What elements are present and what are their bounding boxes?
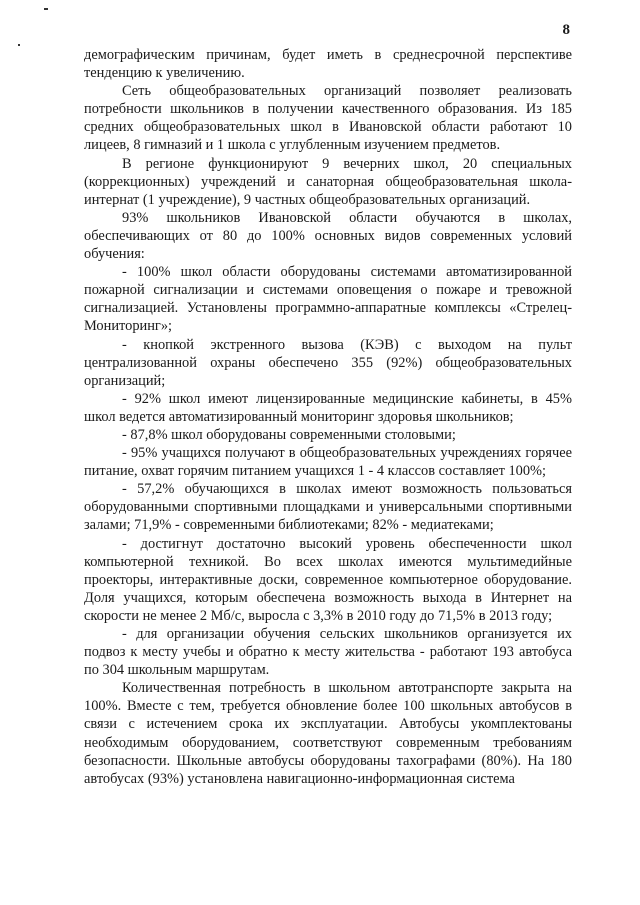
- scan-artifact-dot: [18, 44, 20, 46]
- list-item-computer-equipment: - достигнут достаточно высокий уровень обеспеченности школ компьютерной техникой. Во всех школах имеются мультимедийные проекторы, интерактивные доски, современное компьютерное оборудование. Доля учащихся, которым обеспечена возможность выхода в Интернет на скорости не менее 2 Мб/с, выросла с 3,3% в 2010 году до 71,5% в 2013 году;: [84, 535, 572, 624]
- paragraph-evening-schools: В регионе функционируют 9 вечерних школ, 20 специальных (коррекционных) учреждений и санаторная общеобразовательная школа-интернат (1 учреждение), 9 частных общеобразовательных организаций.: [84, 155, 572, 208]
- paragraph-bus-needs: Количественная потребность в школьном автотранспорте закрыта на 100%. Вместе с тем, требуется обновление более 100 школьных автобусов в связи с истечением срока их эксплуатации. Автобусы укомплектованы необходимым оборудованием, соответствуют современным требованиям безопасности. Школьные автобусы оборудованы тахографами (80%). На 180 автобусах (93%) установлена навигационно-информационная система: [84, 680, 572, 787]
- page-number: 8: [562, 22, 570, 38]
- list-item-emergency-button: - кнопкой экстренного вызова (КЭВ) с выходом на пульт централизованной охраны обеспечено 355 (92%) общеобразовательных организаций;: [84, 336, 572, 389]
- list-item-hot-meals: - 95% учащихся получают в общеобразовательных учреждениях горячее питание, охват горячим питанием учащихся 1 - 4 классов составляет 100%;: [84, 445, 572, 480]
- list-item-canteens: - 87,8% школ оборудованы современными столовыми;: [122, 426, 456, 443]
- list-item-medical-rooms: - 92% школ имеют лицензированные медицинские кабинеты, в 45% школ ведется автоматизированный мониторинг здоровья школьников;: [84, 390, 572, 425]
- document-body: [84, 46, 572, 788]
- list-item-fire-alarm: - 100% школ области оборудованы системами автоматизированной пожарной сигнализации и системами оповещения о пожаре и тревожной сигнализацией. Установлены программно-аппаратные комплексы «Стрелец-Мониторинг»;: [84, 264, 572, 335]
- list-item-school-transport: - для организации обучения сельских школьников организуется их подвоз к месту учебы и обратно к месту жительства - работают 193 автобуса по 304 школьным маршрутам.: [84, 626, 572, 679]
- paragraph-modern-conditions: 93% школьников Ивановской области обучаются в школах, обеспечивающих от 80 до 100% основных видов современных условий обучения:: [84, 209, 572, 263]
- paragraph-school-network: Сеть общеобразовательных организаций позволяет реализовать потребности школьников в получении качественного образования. Из 185 средних общеобразовательных школ в Ивановской области работают 10 лицеев, 8 гимназий и 1 школа с углубленным изучением предметов.: [84, 83, 572, 154]
- paragraph-continuation: демографическим причинам, будет иметь в среднесрочной перспективе тенденцию к увеличению.: [84, 47, 572, 82]
- list-item-sports-facilities: - 57,2% обучающихся в школах имеют возможность пользоваться оборудованными спортивными площадками и универсальными спортивными залами; 71,9% - современными библиотеками; 82% - медиатеками;: [84, 481, 572, 534]
- scan-artifact-mark: [44, 8, 48, 10]
